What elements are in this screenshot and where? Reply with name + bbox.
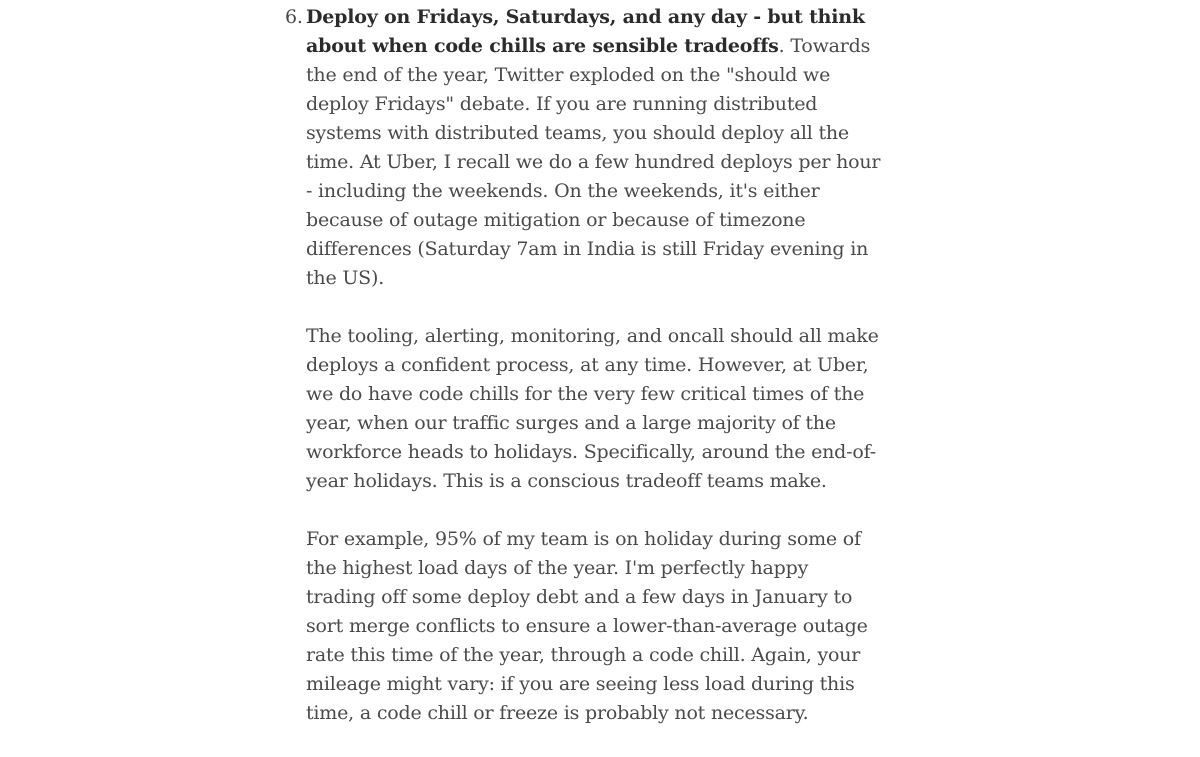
body-paragraph: For example, 95% of my team is on holiday during some of the highest load days of the year. I'm perfectly happy trading off some deploy debt and a few days in January to sort merge conflicts to ensure a lower-than-average outage rate this time of the year, through a code chill. Again, your mileage might vary: if you are seeing less load during this time, a code chill or freeze is probably not necessary. — [306, 528, 868, 724]
list-item-number: 6. — [285, 6, 303, 28]
list-item-6 — [285, 3, 882, 728]
list-item-title: Deploy on Fridays, Saturdays, and any day - but think about when code chills are sensible tradeoffs — [306, 6, 865, 57]
list-item-intro-text: . Towards the end of the year, Twitter exploded on the "should we deploy Fridays" debate. If you are running distributed systems with distributed teams, you should deploy all the time. At Uber, I recall we do a few hundred deploys per hour - including the weekends. On the weekends, it's either because of outage mitigation or because of timezone differences (Saturday 7am in India is still Friday evening in the US). — [306, 35, 881, 289]
body-paragraph: The tooling, alerting, monitoring, and oncall should all make deploys a confident process, at any time. However, at Uber, we do have code chills for the very few critical times of the year, when our traffic surges and a large majority of the workforce heads to holidays. Specifically, around the end-of-year holidays. This is a conscious tradeoff teams make. — [306, 325, 879, 492]
list-item-intro-paragraph — [306, 3, 882, 293]
article-body — [285, 3, 882, 757]
